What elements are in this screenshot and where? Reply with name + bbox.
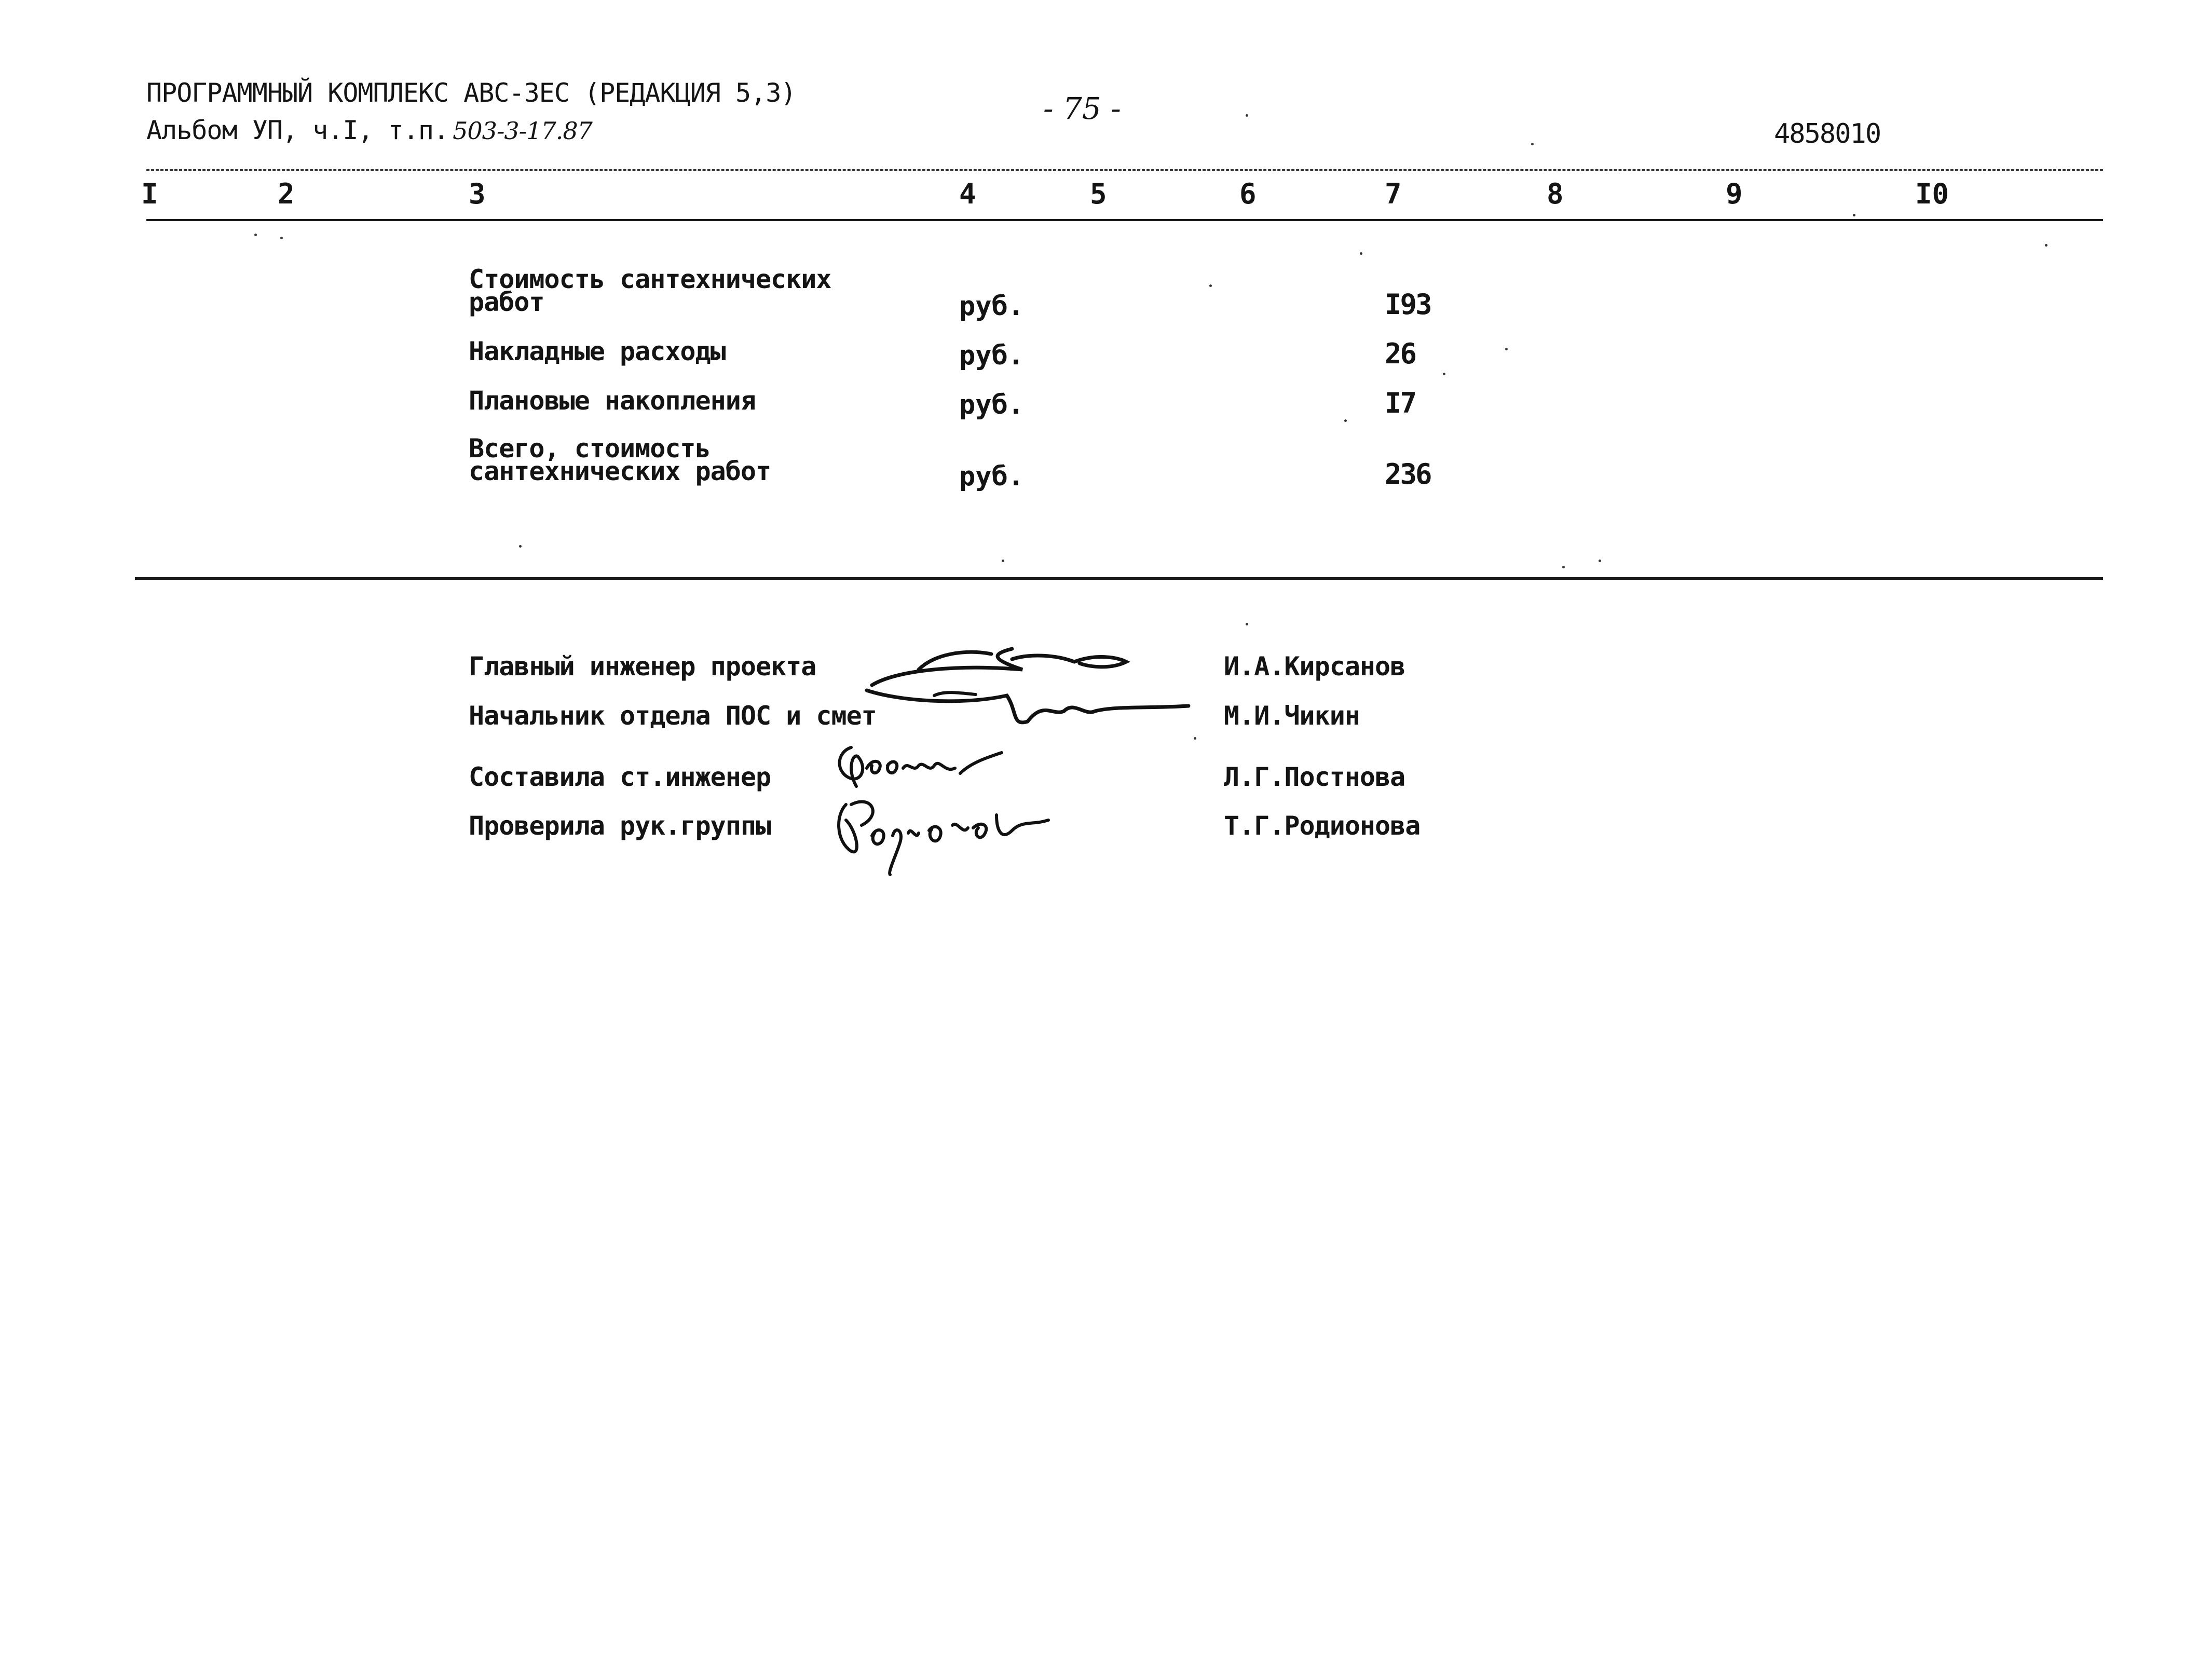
column-number-10: I0: [1915, 178, 1949, 210]
row-unit: руб.: [959, 340, 1025, 371]
column-number-3: 3: [469, 178, 486, 210]
scan-speck: [1246, 114, 1248, 117]
signature-title: Главный инженер проекта: [469, 651, 816, 682]
scan-speck: [1599, 560, 1601, 562]
column-number-8: 8: [1547, 178, 1564, 210]
column-number-7: 7: [1385, 178, 1402, 210]
row-description-line: Стоимость сантехнических: [469, 264, 831, 294]
row-unit: руб.: [959, 389, 1025, 420]
page-number: - 75 -: [1043, 91, 1121, 126]
row-description-line: работ: [469, 287, 544, 317]
column-number-6: 6: [1239, 178, 1257, 210]
column-number-5: 5: [1090, 178, 1107, 210]
column-number-1: I: [141, 178, 158, 210]
signature-checker-drawing: [825, 784, 1085, 877]
header-bottom-rule: [146, 219, 2103, 221]
scan-speck: [519, 545, 522, 548]
scan-speck: [1344, 419, 1347, 422]
row-description-line: Плановые накопления: [469, 386, 756, 416]
column-number-9: 9: [1726, 178, 1743, 210]
row-description: [469, 336, 726, 366]
scan-speck: [1531, 143, 1534, 145]
album-reference-prefix: Альбом УП, ч.I, т.п.: [146, 115, 449, 145]
program-title: ПРОГРАММНЫЙ КОМПЛЕКС АВС-ЗЕС (РЕДАКЦИЯ 5,3): [146, 78, 796, 108]
signature-name: И.А.Кирсанов: [1224, 651, 1405, 682]
row-value: I93: [1385, 288, 1431, 321]
scan-speck: [1209, 284, 1212, 287]
signature-name: М.И.Чикин: [1224, 701, 1360, 731]
document-code: 4858010: [1774, 118, 1881, 149]
row-description-line: Всего, стоимость: [469, 433, 711, 464]
signature-chief-engineer-drawing: [856, 638, 1209, 742]
row-value: 236: [1385, 458, 1431, 491]
table-bottom-rule: [135, 577, 2103, 580]
signature-title: Начальник отдела ПОС и смет: [469, 701, 877, 731]
column-number-2: 2: [278, 178, 295, 210]
scan-speck: [1505, 348, 1508, 350]
row-value: I7: [1385, 387, 1416, 419]
scan-speck: [1360, 252, 1362, 255]
row-unit: руб.: [959, 291, 1025, 322]
album-reference-handwritten: 503-3-17.87: [453, 117, 592, 145]
scan-speck: [1194, 737, 1196, 740]
signature-name: Л.Г.Постнова: [1224, 762, 1405, 792]
scan-speck: [1443, 373, 1445, 375]
row-description-line: сантехнических работ: [469, 456, 771, 486]
scan-speck: [1853, 214, 1855, 216]
scan-speck: [1246, 623, 1248, 625]
column-number-4: 4: [959, 178, 976, 210]
scan-speck: [2045, 244, 2047, 247]
scan-speck: [280, 237, 283, 239]
row-description: [469, 386, 756, 416]
scan-speck: [1562, 566, 1565, 568]
row-description-line: Накладные расходы: [469, 336, 726, 366]
signature-title: Составила ст.инженер: [469, 762, 771, 792]
row-description: [469, 264, 831, 317]
scan-speck: [1002, 560, 1004, 562]
signature-title: Проверила рук.группы: [469, 811, 771, 841]
row-description: [469, 433, 771, 486]
album-reference: [146, 115, 592, 145]
header-top-rule: [146, 169, 2103, 171]
row-value: 26: [1385, 337, 1416, 370]
signature-name: Т.Г.Родионова: [1224, 811, 1421, 841]
scan-speck: [254, 234, 257, 236]
row-unit: руб.: [959, 461, 1025, 492]
